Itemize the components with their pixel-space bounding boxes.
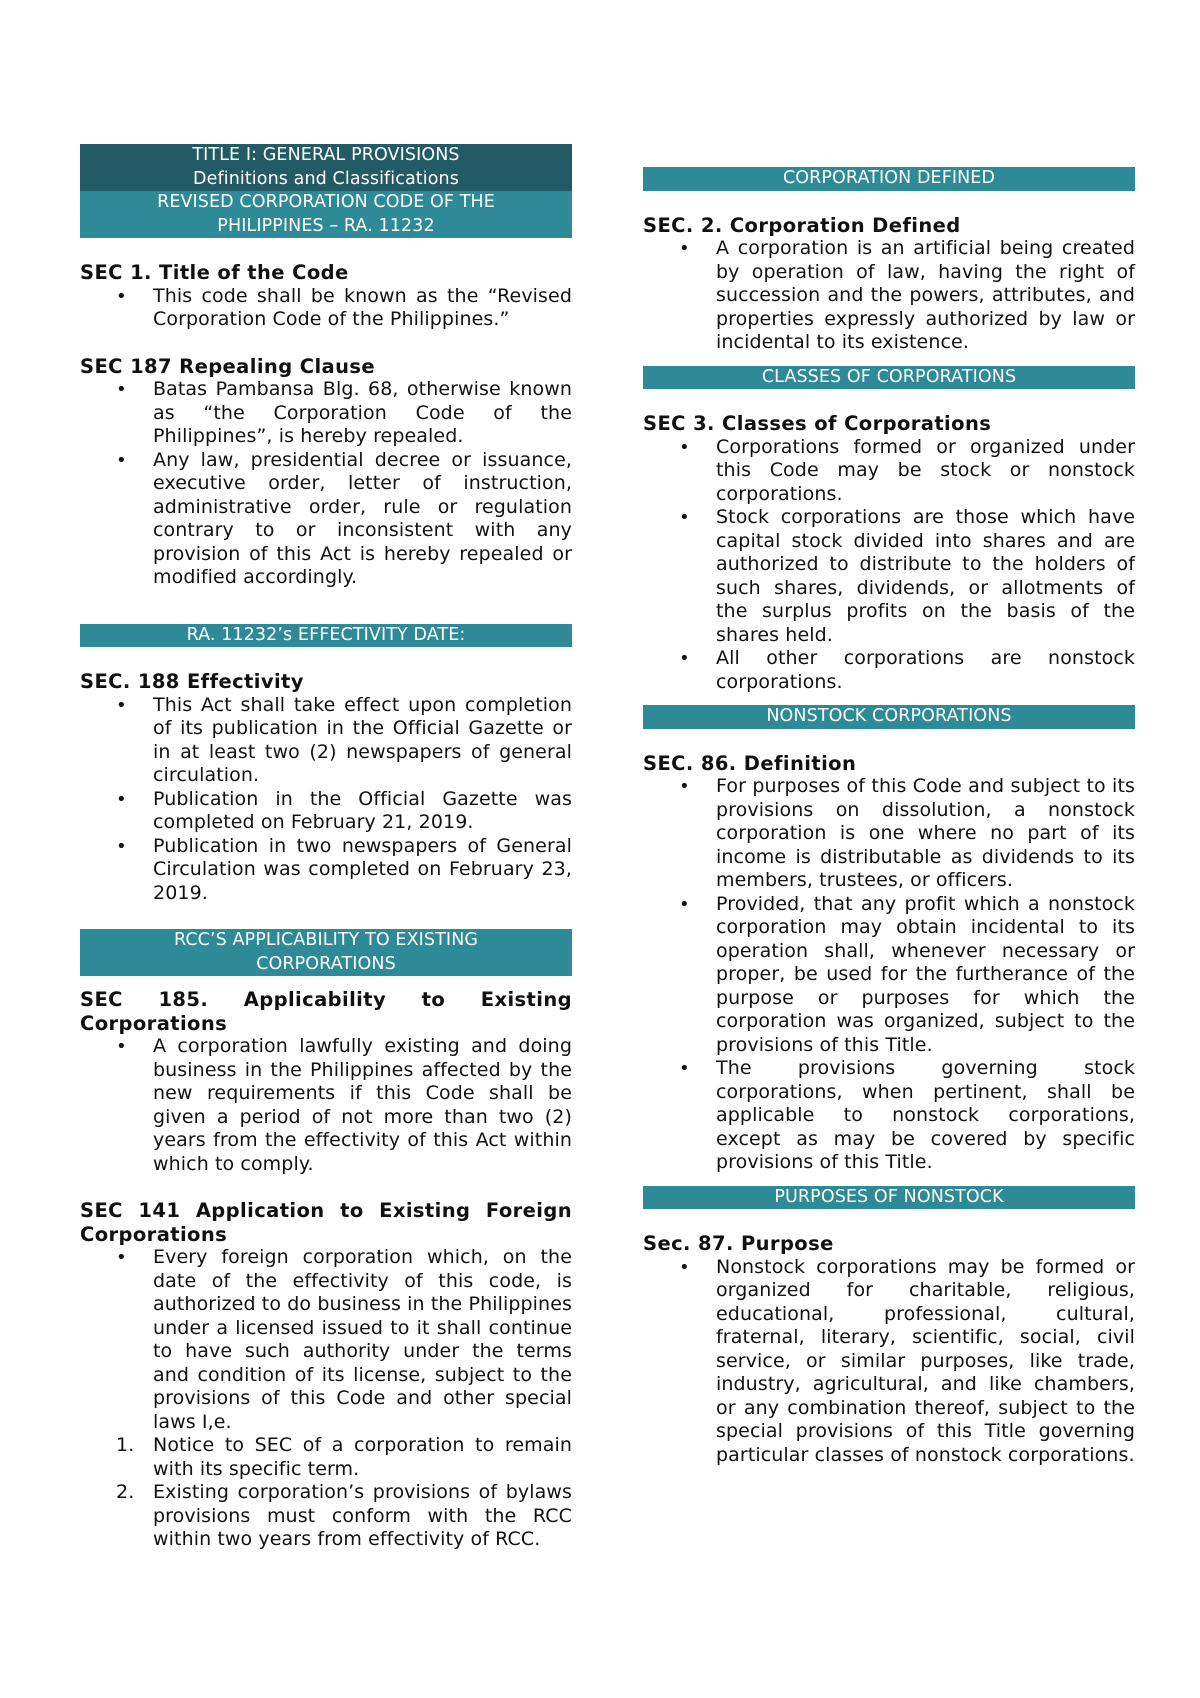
applicability-header: RCC’S APPLICABILITY TO EXISTING CORPORATIONS bbox=[80, 929, 572, 976]
section-title: SEC 185. Applicability to Existing Corporations bbox=[80, 988, 572, 1035]
classes-header: CLASSES OF CORPORATIONS bbox=[643, 366, 1135, 390]
title-line: TITLE I: GENERAL PROVISIONS bbox=[192, 145, 460, 165]
list-item: • For purposes of this Code and subject to its provisions on dissolution, a nonstock corporation is one where no part of its income is distributable as dividends to its members, trustees, or officers. bbox=[679, 775, 1135, 891]
list-item: • A corporation is an artificial being created by operation of law, having the right of succession and the powers, attributes, and properties expressly authorized by law or incidental to its existence. bbox=[679, 237, 1135, 353]
bullet-icon: • bbox=[116, 694, 127, 716]
bullet-icon: • bbox=[116, 788, 127, 810]
section-title: Sec. 87. Purpose bbox=[643, 1232, 834, 1255]
section-title: SEC. 86. Definition bbox=[643, 751, 857, 775]
list-item: • Provided, that any profit which a nonstock corporation may obtain incidental to its operation shall, whenever necessary or proper, be used for the furtherance of the purpose or purposes for which the corporation was organized, subject to the provisions of this Title. bbox=[679, 892, 1135, 1056]
list-item: • Stock corporations are those which have capital stock divided into shares and are authorized to distribute to the holders of such shares, dividends, or allotments of the surplus profits on the basis of the shares held. bbox=[679, 506, 1135, 646]
purposes-header: PURPOSES OF NONSTOCK bbox=[643, 1186, 1135, 1210]
bullet-icon: • bbox=[679, 1256, 690, 1278]
section-title: SEC 141 Application to Existing Foreign Corporations bbox=[80, 1199, 572, 1246]
numbered-list bbox=[80, 1434, 572, 1552]
bullet-icon: • bbox=[116, 835, 127, 857]
section-title: SEC. 188 Effectivity bbox=[80, 670, 304, 693]
subtitle-line: Definitions and Classifications bbox=[193, 168, 459, 189]
bullet-list bbox=[643, 436, 1135, 695]
list-item: • Nonstock corporations may be formed or organized for charitable, religious, educational, professional, cultural, fraternal, literary, scientific, social, civil service, or similar purposes, like trade, industry, agricultural, and like chambers, or any combination thereof, subject to the special provisions of this Title governing particular classes of nonstock corporations. bbox=[679, 1255, 1135, 1466]
list-item: • The provisions governing stock corporations, when pertinent, shall be applicable to nonstock corporations, except as may be covered by specific provisions of this Title. bbox=[679, 1057, 1135, 1173]
bullet-icon: • bbox=[679, 1058, 690, 1079]
section-title: SEC 3. Classes of Corporations bbox=[643, 412, 992, 435]
bullet-icon: • bbox=[679, 436, 690, 458]
nonstock-header: NONSTOCK CORPORATIONS bbox=[643, 705, 1135, 729]
left-column bbox=[80, 144, 572, 1552]
list-item: 2. Existing corporation’s provisions of bylaws provisions must conform with the RCC within two years from effectivity of RCC. bbox=[116, 1481, 572, 1550]
section-title: SEC 187 Repealing Clause bbox=[80, 354, 376, 378]
list-item: • Corporations formed or organized under this Code may be stock or nonstock corporations. bbox=[679, 435, 1135, 505]
code-line: PHILIPPINES – RA. 11232 bbox=[217, 215, 435, 236]
bullet-icon: • bbox=[679, 648, 690, 669]
section-title: SEC. 2. Corporation Defined bbox=[643, 213, 961, 237]
section-title: SEC 1. Title of the Code bbox=[80, 261, 349, 284]
list-item: • All other corporations are nonstock corporations. bbox=[679, 647, 1135, 693]
bullet-list bbox=[643, 1256, 1135, 1468]
bullet-list bbox=[80, 1246, 572, 1434]
list-number: 1. bbox=[116, 1434, 135, 1456]
bullet-icon: • bbox=[116, 449, 127, 471]
title-header bbox=[80, 144, 572, 191]
title-block bbox=[80, 144, 572, 238]
bullet-icon: • bbox=[116, 379, 127, 400]
bullet-list bbox=[643, 237, 1135, 355]
bullet-icon: • bbox=[116, 1036, 127, 1057]
list-item: • This code shall be known as the “Revised Corporation Code of the Philippines.” bbox=[116, 284, 572, 330]
bullet-icon: • bbox=[679, 507, 690, 528]
bullet-list bbox=[643, 775, 1135, 1175]
list-item: • Every foreign corporation which, on the date of the effectivity of this code, is authorized to do business in the Philippines under a licensed issued to it shall continue to have such authority under the terms and condition of its license, subject to the provisions of this Code and other special laws I,e. bbox=[116, 1246, 572, 1433]
bullet-list bbox=[80, 1035, 572, 1176]
bullet-list bbox=[80, 694, 572, 906]
bullet-icon: • bbox=[116, 1247, 127, 1268]
list-item: • Any law, presidential decree or issuance, executive order, letter of instruction, administrative order, rule or regulation contrary to or inconsistent with any provision of this Act is hereby repealed or modified accordingly. bbox=[116, 448, 572, 588]
effectivity-header: RA. 11232’s EFFECTIVITY DATE: bbox=[80, 624, 572, 648]
list-item: • A corporation lawfully existing and doing business in the Philippines affected by the new requirements if this Code shall be given a period of not more than two (2) years from the effectivity of this Act within which to comply. bbox=[116, 1035, 572, 1175]
bullet-icon: • bbox=[116, 285, 127, 307]
bullet-list bbox=[80, 285, 572, 332]
bullet-icon: • bbox=[679, 238, 690, 259]
code-header bbox=[80, 191, 572, 238]
list-item: • Batas Pambansa Blg. 68, otherwise known as “the Corporation Code of the Philippines”, is hereby repealed. bbox=[116, 378, 572, 447]
list-item: 1. Notice to SEC of a corporation to remain with its specific term. bbox=[116, 1434, 572, 1480]
bullet-icon: • bbox=[679, 776, 690, 797]
list-number: 2. bbox=[116, 1481, 135, 1503]
bullet-icon: • bbox=[679, 893, 690, 915]
list-item: • Publication in two newspapers of General Circulation was completed on February 23, 2019. bbox=[116, 834, 572, 904]
right-column bbox=[643, 167, 1135, 1467]
list-item: • This Act shall take effect upon completion of its publication in the Official Gazette or in at least two (2) newspapers of general circulation. bbox=[116, 693, 572, 786]
list-item: • Publication in the Official Gazette was completed on February 21, 2019. bbox=[116, 787, 572, 833]
code-line: REVISED CORPORATION CODE OF THE bbox=[157, 192, 495, 212]
defined-header: CORPORATION DEFINED bbox=[643, 167, 1135, 191]
bullet-list bbox=[80, 378, 572, 590]
